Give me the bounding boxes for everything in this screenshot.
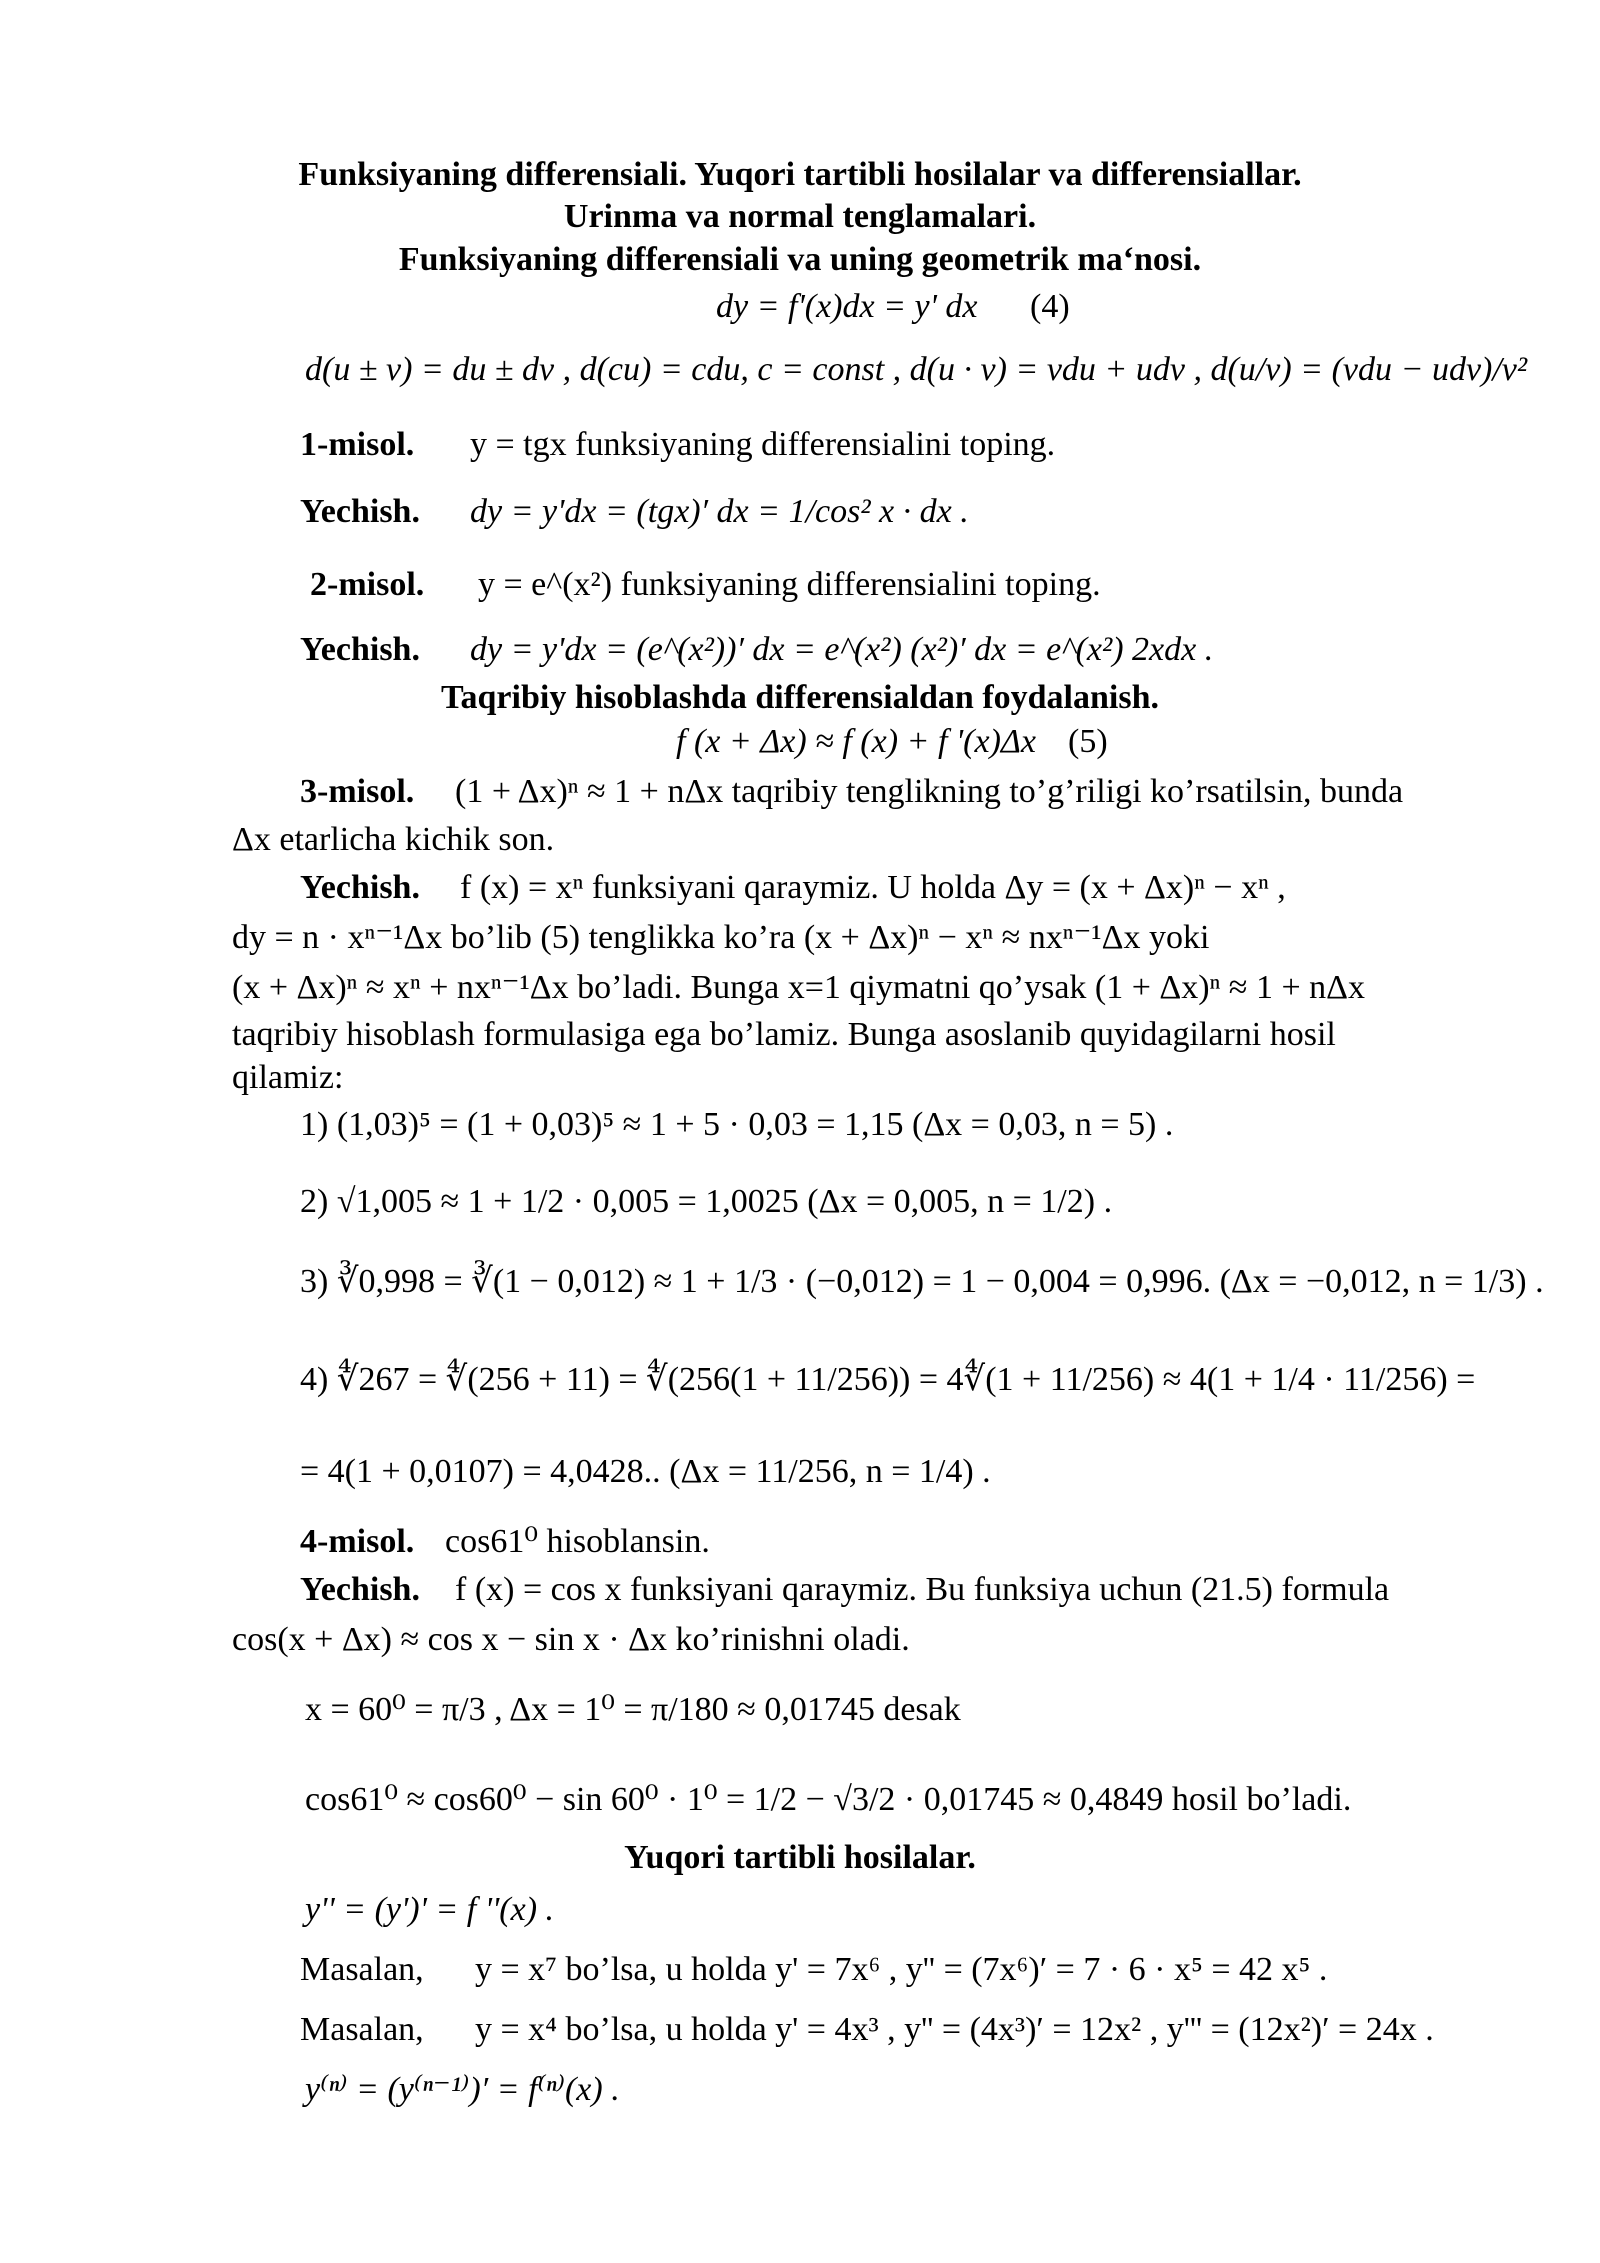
example-masalan-1: Masalan, (300, 1951, 424, 1988)
title-line-1: Funksiyaning differensiali. Yuqori tartibli hosilalar va differensiallar. (298, 156, 1302, 193)
solution-4-line-3: x = 60⁰ = π/3 , Δx = 1⁰ = π/180 ≈ 0,01745 desak (305, 1691, 961, 1728)
example-4-text: cos61⁰ hisoblansin. (445, 1523, 710, 1560)
solution-4-line-1: f (x) = cos x funksiyani qaraymiz. Bu funksiya uchun (21.5) formula (455, 1571, 1390, 1608)
solution-4-line-2: cos(x + Δx) ≈ cos x − sin x · Δx ko’rinishni oladi. (232, 1621, 910, 1658)
formula-4-number: (4) (1030, 288, 1070, 325)
approx-item-1: 1) (1,03)⁵ = (1 + 0,03)⁵ ≈ 1 + 5 · 0,03 = 1,15 (Δx = 0,03, n = 5) . (300, 1106, 1174, 1143)
solution-3-line-1: f (x) = xⁿ funksiyani qaraymiz. U holda Δy = (x + Δx)ⁿ − xⁿ , (460, 869, 1286, 906)
title-line-2: Urinma va normal tenglamalari. (563, 198, 1037, 235)
approx-item-3: 3) ∛0,998 = ∛(1 − 0,012) ≈ 1 + 1/3 · (−0,012) = 1 − 0,004 = 0,996. (Δx = −0,012, n = 1/3) . (300, 1263, 1544, 1300)
example-3-label: 3-misol. (300, 773, 415, 810)
approx-item-4-line-1: 4) ∜267 = ∜(256 + 11) = ∜(256(1 + 11/256)) = 4∜(1 + 11/256) ≈ 4(1 + 1/4 · 11/256) = (300, 1361, 1476, 1398)
formula-5: f (x + Δx) ≈ f (x) + f '(x)Δx (676, 723, 1036, 760)
approx-item-4-line-2: = 4(1 + 0,0107) = 4,0428.. (Δx = 11/256, n = 1/4) . (300, 1453, 991, 1490)
differential-rules: d(u ± v) = du ± dv , d(cu) = cdu, c = const , d(u · v) = vdu + udv , d(u/v) = (vdu − udv)/v² (305, 351, 1528, 388)
approx-item-2: 2) √1,005 ≈ 1 + 1/2 · 0,005 = 1,0025 (Δx = 0,005, n = 1/2) . (300, 1183, 1113, 1220)
title-line-3: Funksiyaning differensiali va uning geometrik ma‘nosi. (398, 241, 1202, 278)
solution-4-line-4: cos61⁰ ≈ cos60⁰ − sin 60⁰ · 1⁰ = 1/2 − √3/2 · 0,01745 ≈ 0,4849 hosil bo’ladi. (305, 1781, 1352, 1818)
solution-2-formula: dy = y'dx = (e^(x²))′ dx = e^(x²) (x²)′ dx = e^(x²) 2xdx . (470, 631, 1214, 668)
higher-derivative-example-2: y = x⁴ bo’lsa, u holda y' = 4x³ , y'' = (4x³)′ = 12x² , y''' = (12x²)′ = 24x . (475, 2011, 1434, 2048)
solution-1-label: Yechish. (300, 493, 420, 530)
solution-4-label: Yechish. (300, 1571, 420, 1608)
solution-3-label: Yechish. (300, 869, 420, 906)
higher-derivative-def: y'' = (y')' = f ''(x) . (305, 1891, 555, 1928)
example-1-label: 1-misol. (300, 426, 415, 463)
solution-3-line-5: qilamiz: (232, 1059, 344, 1096)
title-line-5: Yuqori tartibli hosilalar. (624, 1839, 976, 1876)
example-3-line-2: Δx etarlicha kichik son. (232, 821, 555, 858)
solution-2-label: Yechish. (300, 631, 420, 668)
example-4-label: 4-misol. (300, 1523, 415, 1560)
higher-derivative-example-1: y = x⁷ bo’lsa, u holda y' = 7x⁶ , y'' = (7x⁶)′ = 7 · 6 · x⁵ = 42 x⁵ . (475, 1951, 1328, 1988)
example-2-text: y = e^(x²) funksiyaning differensialini toping. (478, 566, 1101, 603)
nth-derivative-def: y⁽ⁿ⁾ = (y⁽ⁿ⁻¹⁾)′ = f⁽ⁿ⁾(x) . (305, 2071, 620, 2108)
example-masalan-2: Masalan, (300, 2011, 424, 2048)
formula-4: dy = f'(x)dx = y' dx (716, 288, 978, 325)
solution-3-line-3: (x + Δx)ⁿ ≈ xⁿ + nxⁿ⁻¹Δx bo’ladi. Bunga x=1 qiymatni qo’ysak (1 + Δx)ⁿ ≈ 1 + nΔx (232, 969, 1366, 1006)
solution-1-formula: dy = y'dx = (tgx)′ dx = 1/cos² x · dx . (470, 493, 969, 530)
title-line-4: Taqribiy hisoblashda differensialdan foydalanish. (440, 679, 1160, 716)
example-1-text: y = tgx funksiyaning differensialini toping. (470, 426, 1056, 463)
solution-3-line-4: taqribiy hisoblash formulasiga ega bo’lamiz. Bunga asoslanib quyidagilarni hosil (232, 1016, 1336, 1053)
formula-5-number: (5) (1068, 723, 1108, 760)
example-3-line-1: (1 + Δx)ⁿ ≈ 1 + nΔx taqribiy tenglikning to’g’riligi ko’rsatilsin, bunda (455, 773, 1404, 810)
solution-3-line-2: dy = n · xⁿ⁻¹Δx bo’lib (5) tenglikka ko’ra (x + Δx)ⁿ − xⁿ ≈ nxⁿ⁻¹Δx yoki (232, 919, 1210, 956)
example-2-label: 2-misol. (310, 566, 425, 603)
